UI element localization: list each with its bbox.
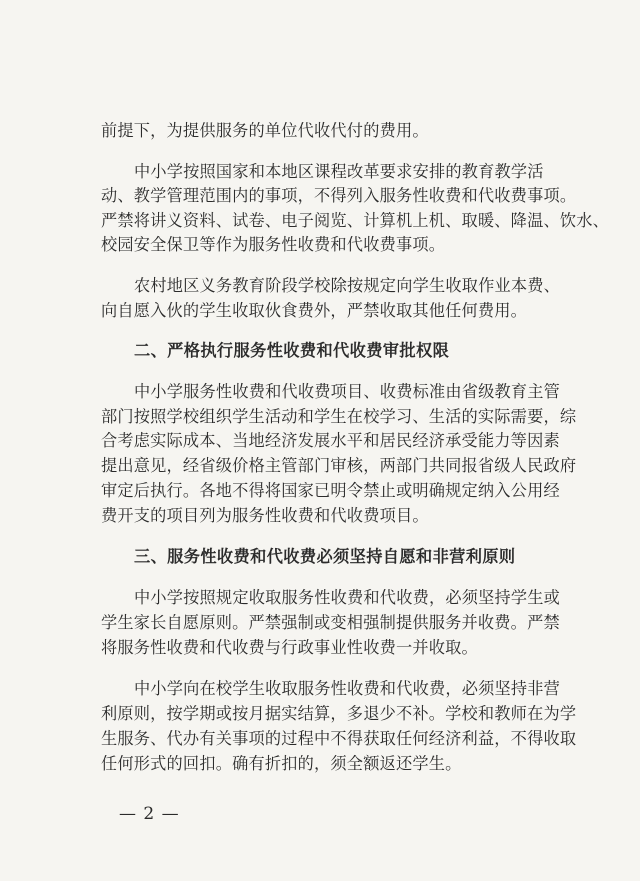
paragraph-6-line-2: 利原则，按学期或按月据实结算，多退少不补。学校和教师在为学 — [101, 704, 577, 723]
paragraph-5-line-3: 将服务性收费和代收费与行政事业性收费一并收取。 — [101, 638, 478, 657]
paragraph-4-line-4: 提出意见，经省级价格主管部门审核，两部门共同报省级人民政府 — [101, 456, 577, 475]
paragraph-6-line-3: 生服务、代办有关事项的过程中不得获取任何经济利益，不得收取 — [101, 729, 577, 748]
paragraph-5-line-2: 学生家长自愿原则。严禁强制或变相强制提供服务并收费。严禁 — [101, 613, 560, 632]
paragraph-3-line-2: 向自愿入伙的学生收取伙食费外，严禁收取其他任何费用。 — [101, 301, 528, 320]
paragraph-2-line-4: 校园安全保卫等作为服务性收费和代收费事项。 — [101, 235, 446, 254]
paragraph-6-line-4: 任何形式的回扣。确有折扣的，须全额返还学生。 — [101, 754, 462, 773]
paragraph-4-line-2: 部门按照学校组织学生活动和学生在校学习、生活的实际需要，综 — [101, 407, 577, 426]
paragraph-6-line-1: 中小学向在校学生收取服务性收费和代收费，必须坚持非营 — [134, 679, 561, 698]
paragraph-2-line-2: 动、教学管理范围内的事项，不得列入服务性收费和代收费事项。 — [101, 186, 577, 205]
paragraph-4-line-5: 审定后执行。各地不得将国家已明令禁止或明确规定纳入公用经 — [101, 481, 560, 500]
paragraph-2-line-1: 中小学按照国家和本地区课程改革要求安排的教育教学活 — [134, 162, 544, 181]
paragraph-1-line-1: 前提下，为提供服务的单位代收代付的费用。 — [101, 121, 429, 140]
section-heading-3: 三、服务性收费和代收费必须坚持自愿和非营利原则 — [134, 547, 516, 566]
paragraph-3-line-1: 农村地区义务教育阶段学校除按规定向学生收取作业本费、 — [134, 276, 561, 295]
paragraph-2-line-3: 严禁将讲义资料、试卷、电子阅览、计算机上机、取暖、降温、饮水、 — [101, 211, 610, 230]
paragraph-4-line-1: 中小学服务性收费和代收费项目、收费标准由省级教育主管 — [134, 382, 561, 401]
paragraph-4-line-3: 合考虑实际成本、当地经济发展水平和居民经济承受能力等因素 — [101, 431, 560, 450]
paragraph-4-line-6: 费开支的项目列为服务性收费和代收费项目。 — [101, 506, 429, 525]
page-number: — 2 — — [119, 804, 180, 824]
paragraph-5-line-1: 中小学按照规定收取服务性收费和代收费，必须坚持学生或 — [134, 588, 561, 607]
section-heading-2: 二、严格执行服务性收费和代收费审批权限 — [134, 341, 450, 360]
